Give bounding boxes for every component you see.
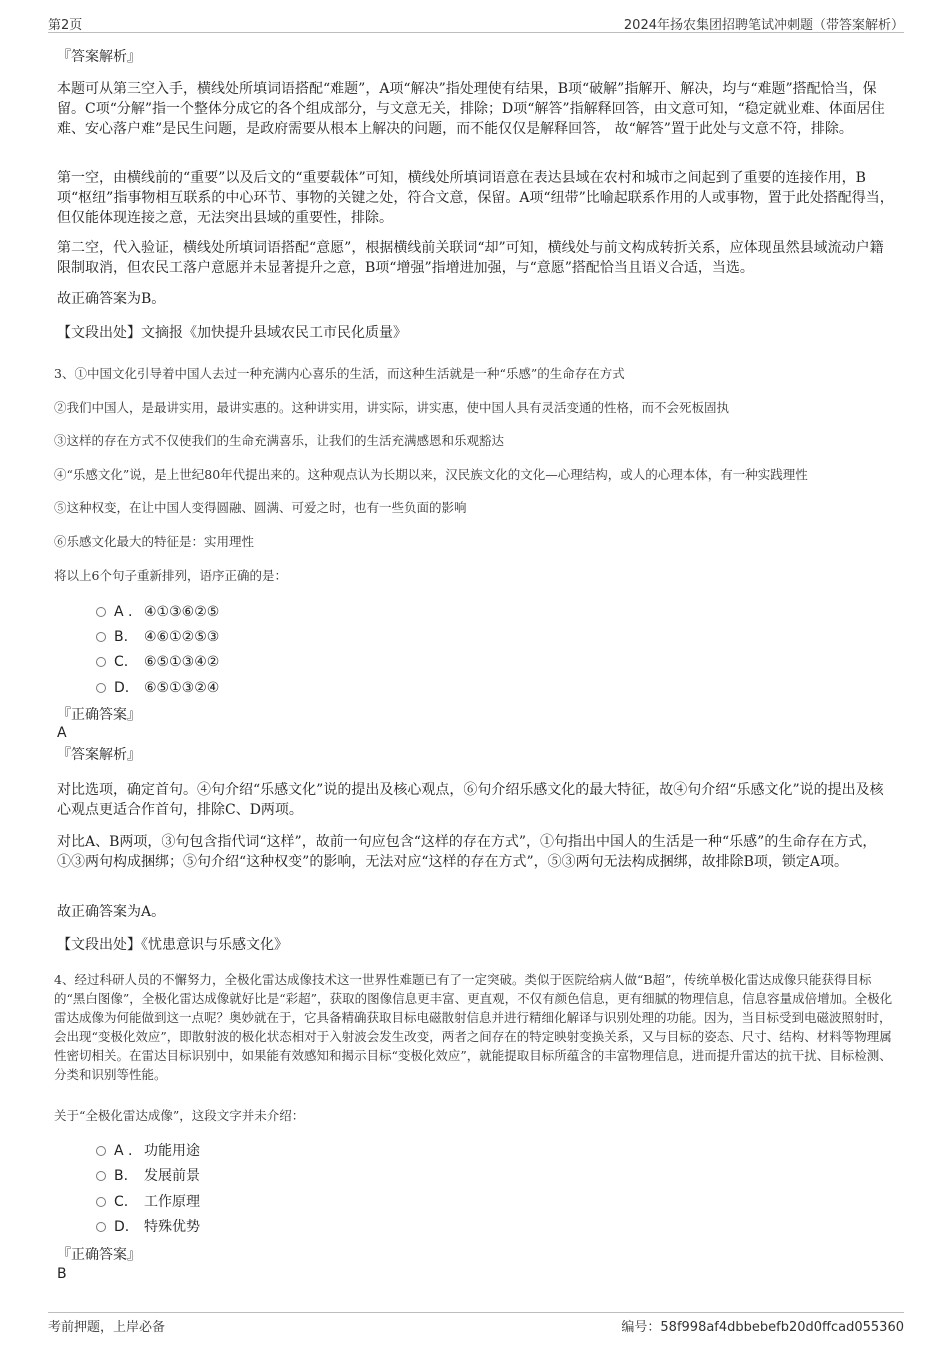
q2-source: 【文段出处】文摘报《加快提升县域农民工市民化质量》 <box>57 325 407 341</box>
q3-correct-label: 『正确答案』 <box>57 707 141 723</box>
radio-icon[interactable] <box>96 1146 106 1156</box>
q2-analysis-paragraph: 本题可从第三空入手，横线处所填词语搭配“难题”，A项“解决”指处理使有结果，B项“破解”指解开、解决，均与“难题”搭配恰当，保留。C项“分解”指一个整体分成它的各个组成部分，与文意无关，排除；D项“解答”指解释回答，由文意可知，“稳定就业难、体面居住难、安心落户难”是民生问题，是政府需要从根本上解决的问题，而不能仅仅是解释回答， 故“解答”置于此处与文意不符，排除。 <box>57 81 885 137</box>
radio-icon[interactable] <box>96 1222 106 1232</box>
radio-icon[interactable] <box>96 607 106 617</box>
radio-icon[interactable] <box>96 632 106 642</box>
q3-sentence: ⑤这种权变，在让中国人变得圆融、圆满、可爱之时，也有一些负面的影响 <box>54 500 467 515</box>
q3-analysis-label: 『答案解析』 <box>57 747 141 763</box>
q4-option-a[interactable]: A . 功能用途 <box>96 1141 200 1161</box>
q3-sentence: ②我们中国人，是最讲实用，最讲实惠的。这种讲实用，讲实际，讲实惠，使中国人具有灵活变通的性格，而不会死板固执 <box>54 400 730 415</box>
q3-correct-value: A <box>57 725 67 741</box>
q4-correct-value: B <box>57 1266 67 1282</box>
q3-option-c[interactable]: C. ⑥⑤①③④② <box>96 652 219 672</box>
q4-correct-label: 『正确答案』 <box>57 1247 141 1263</box>
q3-option-d[interactable]: D. ⑥⑤①③②④ <box>96 678 219 698</box>
q3-source: 【文段出处】《忧患意识与乐感文化》 <box>57 937 288 953</box>
q3-sentence: ③这样的存在方式不仅使我们的生命充满喜乐，让我们的生活充满感恩和乐观豁达 <box>54 433 505 448</box>
page-number: 第2页 <box>48 18 83 33</box>
radio-icon[interactable] <box>96 657 106 667</box>
document-title: 2024年扬农集团招聘笔试冲刺题（带答案解析） <box>623 18 904 33</box>
q3-option-a[interactable]: A . ④①③⑥②⑤ <box>96 602 219 622</box>
q4-option-c[interactable]: C. 工作原理 <box>96 1192 200 1212</box>
q3-sentence: ⑥乐感文化最大的特征是：实用理性 <box>54 534 255 549</box>
q3-analysis-paragraph: 对比A、B两项，③句包含指代词“这样”，故前一句应包含“这样的存在方式”，①句指出中国人的生活是一种“乐感”的生命存在方式，①③两句构成捆绑；⑤句介绍“这种权变”的影响，无法对应“这样的存在方式”，⑤③两句无法构成捆绑，故排除B项，锁定A项。 <box>57 834 877 870</box>
q3-sentence: ④“乐感文化”说，是上世纪80年代提出来的。这种观点认为长期以来，汉民族文化的文化—心理结构，或人的心理本体，有一种实践理性 <box>54 467 808 482</box>
q4-question: 关于“全极化雷达成像”，这段文字并未介绍： <box>54 1108 305 1123</box>
footer-code: 编号：58f998af4dbbebefb20d0ffcad055360 <box>621 1320 904 1335</box>
q4-passage: 4、经过科研人员的不懈努力，全极化雷达成像技术这一世界性难题已有了一定突破。类似于医院给病人做“B超”，传统单极化雷达成像只能获得目标的“黑白图像”，全极化雷达成像就好比是“彩超”，获取的图像信息更丰富、更直观，不仅有颜色信息，更有细腻的物理信息，信息容量成倍增加。全极化雷达成像为何能做到这一点呢？奥妙就在于，它具备精确获取目标电磁散射信息并进行精细化解译与识别处理的功能。因为，当目标受到电磁波照射时，会出现“变极化效应”，即散射波的极化状态相对于入射波会发生改变，两者之间存在的特定映射变换关系，又与目标的姿态、尺寸、结构、材料等物理属性密切相关。在雷达目标识别中，如果能有效感知和揭示目标“变极化效应”，就能提取目标所蕴含的丰富物理信息，进而提升雷达的抗干扰、目标检测、分类和识别等性能。 <box>54 972 893 1082</box>
q2-analysis-paragraph: 第二空，代入验证，横线处所填词语搭配“意愿”，根据横线前关联词“却”可知，横线处与前文构成转折关系，应体现虽然县域流动户籍限制取消，但农民工落户意愿并未显著提升之意，B项“增强”指增进加强，与“意愿”搭配恰当且语义合适，当选。 <box>57 240 884 276</box>
q3-analysis-paragraph: 对比选项，确定首句。④句介绍“乐感文化”说的提出及核心观点，⑥句介绍乐感文化的最大特征，故④句介绍“乐感文化”说的提出及核心观点更适合作首句，排除C、D两项。 <box>57 782 884 818</box>
q4-option-d[interactable]: D. 特殊优势 <box>96 1217 200 1237</box>
page-header <box>48 12 904 33</box>
q3-answer-line: 故正确答案为A。 <box>57 904 166 920</box>
q2-answer-line: 故正确答案为B。 <box>57 291 166 307</box>
q3-question: 将以上6个句子重新排列，语序正确的是： <box>54 568 287 583</box>
q2-analysis-paragraph: 第一空，由横线前的“重要”以及后文的“重要载体”可知，横线处所填词语意在表达县域在农村和城市之间起到了重要的连接作用，B项“枢纽”指事物相互联系的中心环节、事物的关键之处，符合文意，保留。A项“纽带”比喻起联系作用的人或事物，置于此处搭配得当，但仅能体现连接之意，无法突出县域的重要性，排除。 <box>57 170 894 226</box>
q3-option-b[interactable]: B. ④⑥①②⑤③ <box>96 627 219 647</box>
q3-sentence: 3、①中国文化引导着中国人去过一种充满内心喜乐的生活，而这种生活就是一种“乐感”的生命存在方式 <box>54 366 625 381</box>
radio-icon[interactable] <box>96 683 106 693</box>
q4-option-b[interactable]: B. 发展前景 <box>96 1166 200 1186</box>
footer-slogan: 考前押题，上岸必备 <box>48 1320 166 1335</box>
radio-icon[interactable] <box>96 1197 106 1207</box>
page-footer <box>48 1312 904 1335</box>
q2-analysis-label: 『答案解析』 <box>57 49 141 65</box>
radio-icon[interactable] <box>96 1171 106 1181</box>
